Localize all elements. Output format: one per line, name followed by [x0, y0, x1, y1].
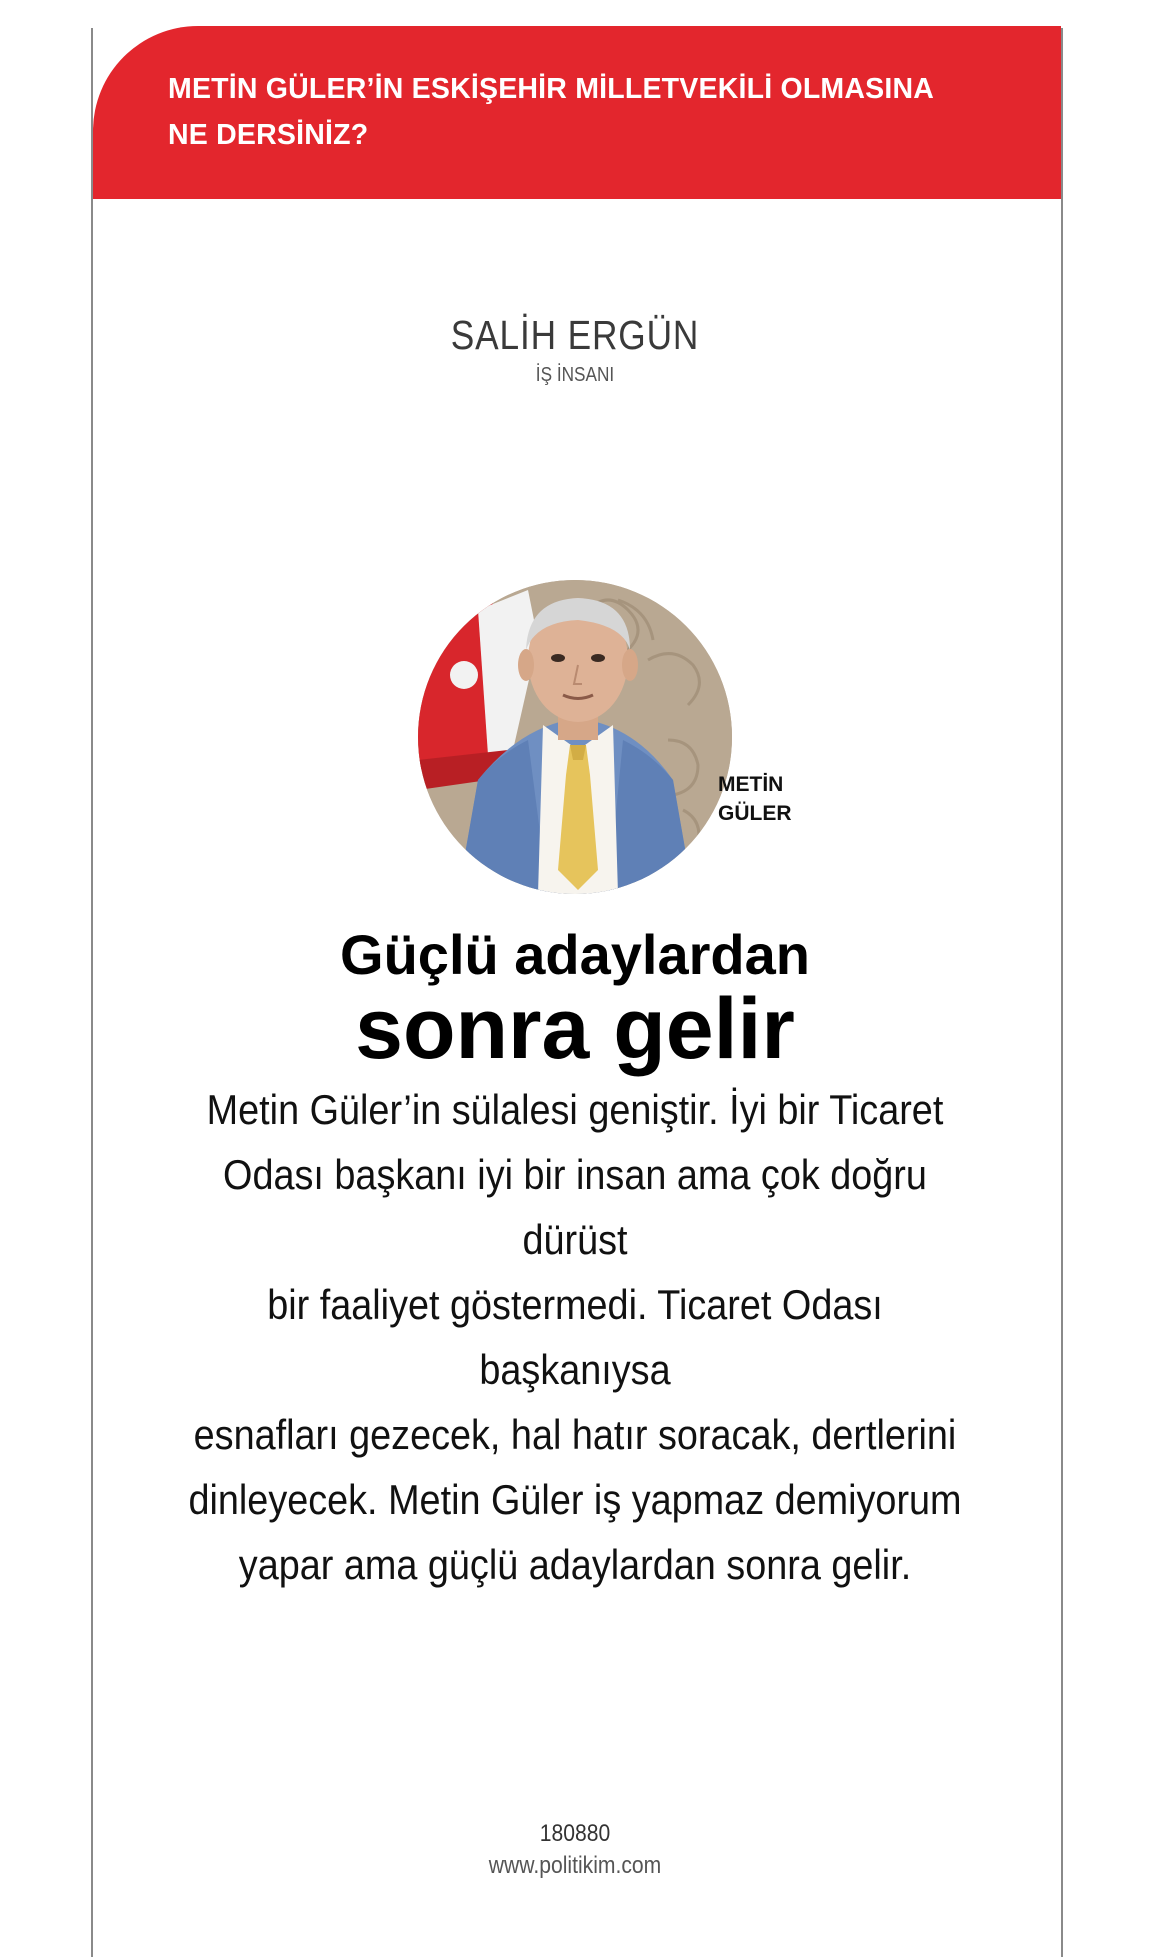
- body-line: esnafları gezecek, hal hatır soracak, dertlerini: [193, 1411, 957, 1458]
- author-title: İŞ İNSANI: [535, 364, 615, 386]
- body-line: Metin Güler’in sülalesi geniştir. İyi bir Ticaret: [206, 1086, 944, 1133]
- author-block: [0, 310, 1150, 388]
- footer-number: 180880: [539, 1820, 611, 1847]
- body-text: [182, 1077, 969, 1597]
- photo-caption: [718, 770, 792, 828]
- headline-line-1: Güçlü adaylardan: [340, 923, 810, 986]
- author-name: SALİH ERGÜN: [450, 312, 700, 358]
- body-line: yapar ama güçlü adaylardan sonra gelir.: [238, 1541, 912, 1588]
- question-title-line-1: METİN GÜLER’İN ESKİŞEHİR MİLLETVEKİLİ OLMASINA: [168, 73, 935, 105]
- question-title-line-2: NE DERSİNİZ?: [168, 119, 369, 151]
- body-line: Odası başkanı iyi bir insan ama çok doğru dürüst: [223, 1151, 927, 1263]
- body-line: dinleyecek. Metin Güler iş yapmaz demiyorum: [188, 1476, 962, 1523]
- photo-caption-line-1: METİN: [718, 773, 784, 796]
- headline: [0, 920, 1150, 1077]
- question-header: [93, 26, 1061, 199]
- photo-caption-line-2: GÜLER: [718, 802, 792, 825]
- question-title: [168, 66, 1028, 158]
- body-line: bir faaliyet göstermedi. Ticaret Odası başkanıysa: [267, 1281, 883, 1393]
- headline-line-2: sonra gelir: [355, 981, 795, 1077]
- portrait-photo: [418, 580, 732, 894]
- footer: [0, 1818, 1150, 1882]
- footer-website[interactable]: www.politikim.com: [488, 1852, 662, 1879]
